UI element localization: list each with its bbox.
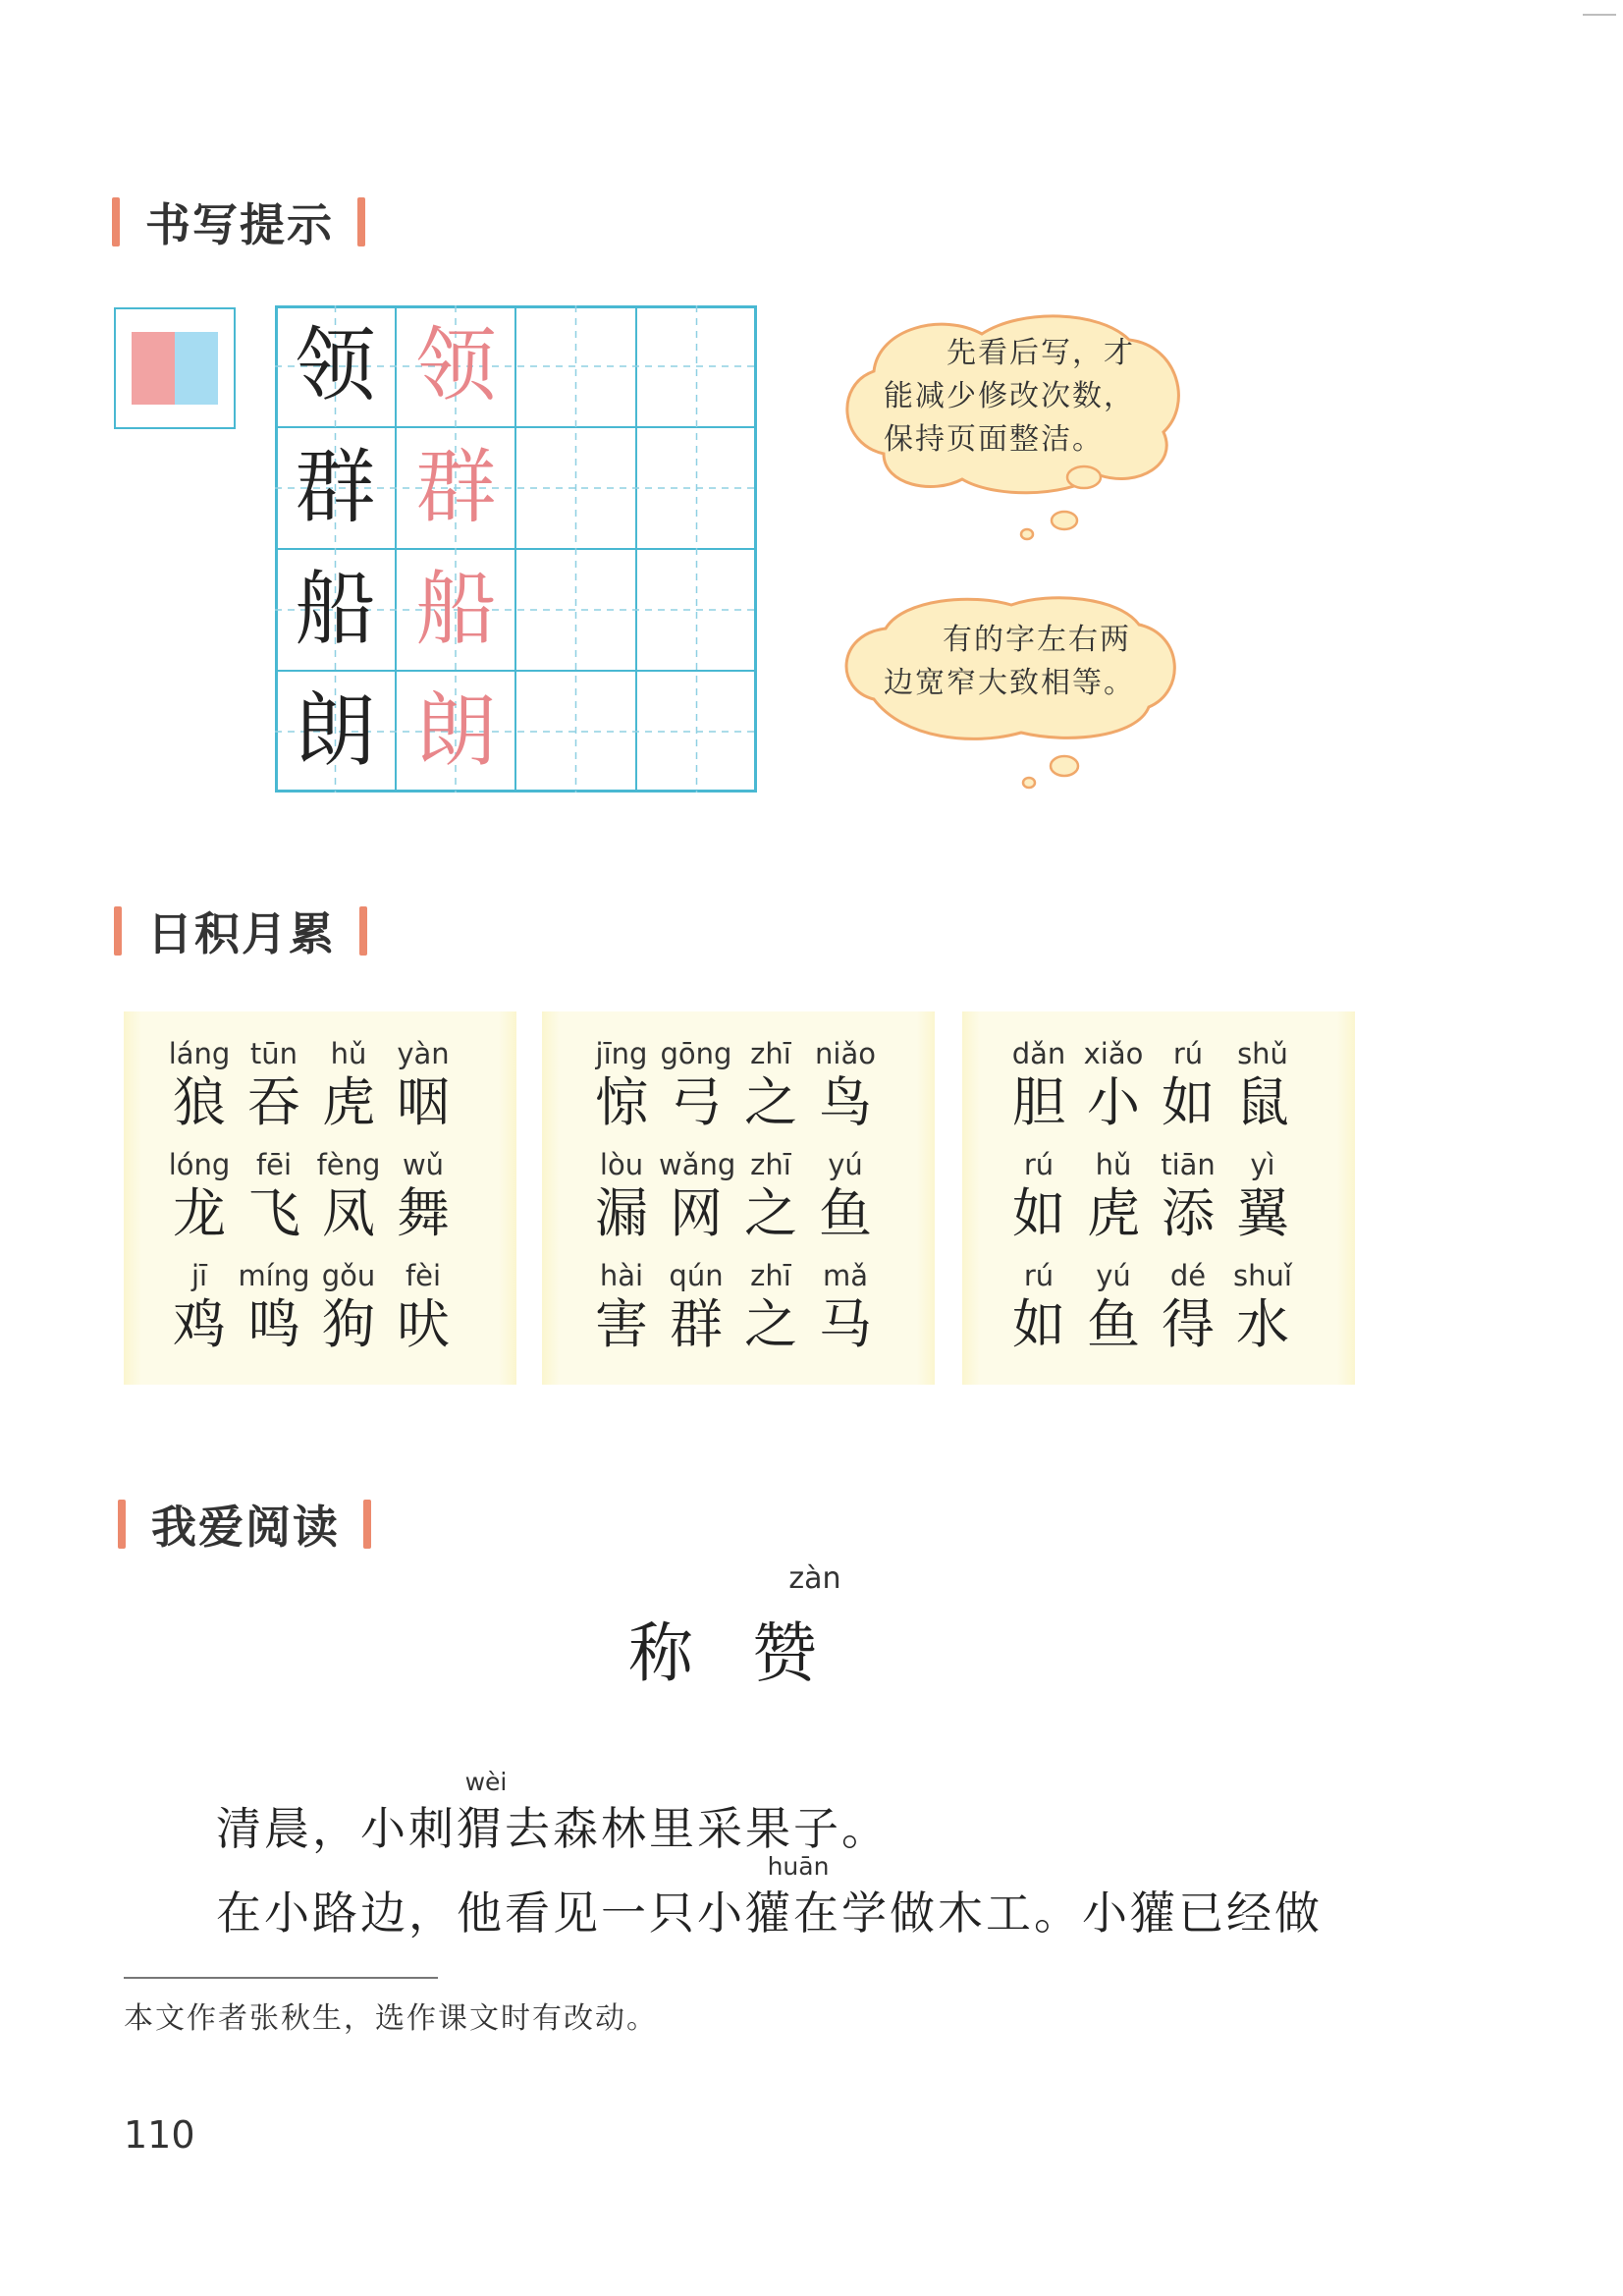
footnote: 本文作者张秋生，选作课文时有改动。 xyxy=(124,2001,658,2036)
idiom-character: 鼠 xyxy=(1236,1071,1289,1133)
idiom-syllable xyxy=(1076,1036,1151,1134)
idiom-pinyin: rú xyxy=(1023,1259,1055,1292)
idiom-pinyin: jī xyxy=(190,1259,208,1292)
idiom-character: 鱼 xyxy=(819,1182,872,1244)
model-char-chuan: 船 xyxy=(295,563,376,656)
model-char-lang: 朗 xyxy=(295,684,376,778)
idiom-pinyin: tiān xyxy=(1161,1148,1216,1181)
idiom-character: 飞 xyxy=(247,1182,300,1244)
idiom-syllable xyxy=(311,1036,386,1134)
idiom-syllable xyxy=(1151,1147,1225,1245)
header-bar-right xyxy=(357,197,365,246)
writing-tips-title: 书写提示 xyxy=(145,198,334,251)
pinyin-huan: huān xyxy=(767,1852,830,1881)
idiom-character: 网 xyxy=(670,1182,723,1244)
idiom-character: 狼 xyxy=(173,1071,226,1133)
idiom-character: 翼 xyxy=(1236,1182,1289,1244)
idiom-pinyin: qún xyxy=(669,1259,724,1292)
idiom-syllable xyxy=(1076,1147,1151,1245)
idiom-syllable xyxy=(733,1147,808,1245)
tracing-char-qun: 群 xyxy=(415,441,497,534)
idiom-syllable xyxy=(386,1036,460,1134)
idiom-character: 马 xyxy=(819,1293,872,1355)
idiom-pinyin: fèng xyxy=(316,1148,381,1181)
header-bar-right xyxy=(363,1500,371,1549)
tracing-char-chuan: 船 xyxy=(415,563,497,656)
idiom-syllable xyxy=(733,1036,808,1134)
tip-bubble-2 xyxy=(825,589,1198,800)
idiom-pinyin: mǎ xyxy=(822,1259,869,1292)
idiom-character: 之 xyxy=(744,1293,797,1355)
reading-paragraph-2: 在小路边，他看见一只小獾在学做木工。小獾已经做 xyxy=(216,1886,1323,1940)
model-char-qun: 群 xyxy=(295,441,376,534)
idiom-item xyxy=(1001,1147,1300,1245)
writing-tips-header xyxy=(112,192,365,251)
idiom-item xyxy=(162,1258,460,1356)
idiom-syllable xyxy=(1076,1258,1151,1356)
idiom-pinyin: jīng xyxy=(595,1037,648,1070)
reading-header xyxy=(118,1495,371,1554)
idiom-character: 龙 xyxy=(173,1182,226,1244)
idiom-pinyin: zhī xyxy=(750,1259,791,1292)
idiom-character: 小 xyxy=(1087,1071,1140,1133)
idiom-item xyxy=(1001,1258,1300,1356)
idiom-character: 舞 xyxy=(397,1182,450,1244)
idiom-character: 如 xyxy=(1012,1293,1065,1355)
idiom-item xyxy=(584,1036,883,1134)
idiom-syllable xyxy=(584,1036,659,1134)
idiom-pinyin: fèi xyxy=(405,1259,442,1292)
idiom-item xyxy=(162,1036,460,1134)
idiom-character: 漏 xyxy=(595,1182,648,1244)
reading-paragraph-1: 清晨，小刺猬去森林里采果子。 xyxy=(216,1802,890,1855)
idiom-syllable xyxy=(584,1147,659,1245)
idiom-pinyin: rú xyxy=(1023,1148,1055,1181)
idiom-character: 鸟 xyxy=(819,1071,872,1133)
idiom-character: 得 xyxy=(1162,1293,1215,1355)
idiom-character: 鸣 xyxy=(247,1293,300,1355)
idiom-syllable xyxy=(162,1147,237,1245)
idiom-item xyxy=(162,1147,460,1245)
idiom-syllable xyxy=(1001,1258,1076,1356)
idiom-character: 胆 xyxy=(1012,1071,1065,1133)
idiom-syllable xyxy=(1001,1036,1076,1134)
idiom-pinyin: lóng xyxy=(168,1148,231,1181)
idiom-character: 弓 xyxy=(670,1071,723,1133)
idiom-pinyin: shuǐ xyxy=(1233,1259,1292,1292)
model-char-ling: 领 xyxy=(295,319,376,412)
idiom-syllable xyxy=(1225,1258,1300,1356)
idiom-pinyin: wǔ xyxy=(402,1148,445,1181)
header-bar-left xyxy=(112,197,120,246)
idiom-character: 鱼 xyxy=(1087,1293,1140,1355)
idiom-character: 虎 xyxy=(1087,1182,1140,1244)
pinyin-wei: wèi xyxy=(464,1768,508,1796)
idiom-pinyin: zhī xyxy=(750,1148,791,1181)
idiom-pinyin: zhī xyxy=(750,1037,791,1070)
idiom-syllable xyxy=(1151,1258,1225,1356)
idiom-character: 惊 xyxy=(595,1071,648,1133)
idiom-character: 吞 xyxy=(247,1071,300,1133)
footnote-divider xyxy=(124,1977,438,1979)
idiom-pinyin: gōng xyxy=(660,1037,732,1070)
idiom-syllable xyxy=(311,1147,386,1245)
idiom-syllable xyxy=(808,1258,883,1356)
idiom-item xyxy=(584,1147,883,1245)
daily-accumulation-header xyxy=(114,902,367,960)
idiom-pinyin: gǒu xyxy=(321,1259,376,1292)
page-corner-mark xyxy=(1583,14,1616,16)
idiom-pinyin: dǎn xyxy=(1011,1037,1066,1070)
idiom-character: 狗 xyxy=(322,1293,375,1355)
idiom-syllable xyxy=(237,1036,311,1134)
idiom-character: 如 xyxy=(1012,1182,1065,1244)
idiom-pinyin: lòu xyxy=(599,1148,644,1181)
idiom-pinyin: niǎo xyxy=(815,1037,876,1070)
idiom-item xyxy=(584,1258,883,1356)
header-bar-right xyxy=(359,906,367,956)
idiom-character: 添 xyxy=(1162,1182,1215,1244)
idiom-pinyin: tūn xyxy=(249,1037,298,1070)
idiom-syllable xyxy=(1001,1147,1076,1245)
writing-grid xyxy=(275,305,757,793)
idiom-character: 之 xyxy=(744,1182,797,1244)
idiom-syllable xyxy=(659,1147,736,1245)
page-number: 110 xyxy=(124,2113,195,2157)
idiom-pinyin: dé xyxy=(1169,1259,1207,1292)
idiom-syllable xyxy=(237,1147,311,1245)
idiom-character: 虎 xyxy=(322,1071,375,1133)
idiom-pinyin: yì xyxy=(1250,1148,1275,1181)
reading-section-title: 我爱阅读 xyxy=(151,1501,340,1554)
idiom-syllable xyxy=(584,1258,659,1356)
idiom-syllable xyxy=(808,1036,883,1134)
tip-bubble-1-text: 先看后写，才能减少修改次数，保持页面整洁。 xyxy=(884,336,1135,457)
idiom-pinyin: wǎng xyxy=(659,1148,736,1181)
idiom-syllable xyxy=(311,1258,386,1356)
idiom-pinyin: shǔ xyxy=(1237,1037,1288,1070)
idiom-syllable xyxy=(1225,1036,1300,1134)
tracing-char-ling: 领 xyxy=(415,319,497,412)
idiom-syllable xyxy=(237,1258,311,1356)
idiom-syllable xyxy=(386,1147,460,1245)
idiom-syllable xyxy=(659,1036,733,1134)
legend-blue-swatch xyxy=(175,332,218,405)
idiom-syllable xyxy=(659,1258,733,1356)
idiom-character: 咽 xyxy=(397,1071,450,1133)
idiom-pinyin: xiǎo xyxy=(1083,1037,1144,1070)
idiom-syllable xyxy=(808,1147,883,1245)
idiom-pinyin: rú xyxy=(1172,1037,1204,1070)
legend-pink-swatch xyxy=(132,332,175,405)
idiom-character: 吠 xyxy=(397,1293,450,1355)
idiom-pinyin: hǔ xyxy=(330,1037,367,1070)
idiom-pinyin: hài xyxy=(599,1259,644,1292)
idiom-character: 群 xyxy=(670,1293,723,1355)
title-pinyin-zan: zàn xyxy=(788,1561,841,1596)
idiom-syllable xyxy=(162,1258,237,1356)
idiom-pinyin: yàn xyxy=(397,1037,450,1070)
tip-bubble-2-text: 有的字左右两边宽窄大致相等。 xyxy=(884,623,1135,700)
idiom-character: 鸡 xyxy=(173,1293,226,1355)
idiom-syllable xyxy=(162,1036,237,1134)
idiom-character: 凤 xyxy=(322,1182,375,1244)
idiom-pinyin: láng xyxy=(168,1037,231,1070)
tracing-char-lang: 朗 xyxy=(415,684,497,778)
daily-accumulation-title: 日积月累 xyxy=(147,907,336,960)
idiom-syllable xyxy=(1151,1036,1225,1134)
idiom-pinyin: yú xyxy=(828,1148,863,1181)
idiom-syllable xyxy=(386,1258,460,1356)
idiom-pinyin: yú xyxy=(1096,1259,1131,1292)
idiom-item xyxy=(1001,1036,1300,1134)
header-bar-left xyxy=(114,906,122,956)
idiom-character: 之 xyxy=(744,1071,797,1133)
idiom-pinyin: hǔ xyxy=(1095,1148,1132,1181)
idiom-character: 害 xyxy=(595,1293,648,1355)
tip-bubble-1 xyxy=(825,306,1198,552)
idiom-pinyin: fēi xyxy=(255,1148,293,1181)
idiom-character: 水 xyxy=(1236,1293,1289,1355)
idiom-character: 如 xyxy=(1162,1071,1215,1133)
idiom-pinyin: míng xyxy=(238,1259,310,1292)
reading-title: 称赞 xyxy=(628,1615,876,1691)
stroke-legend-icon xyxy=(114,307,236,429)
idiom-syllable xyxy=(1225,1147,1300,1245)
header-bar-left xyxy=(118,1500,126,1549)
idiom-syllable xyxy=(733,1258,808,1356)
